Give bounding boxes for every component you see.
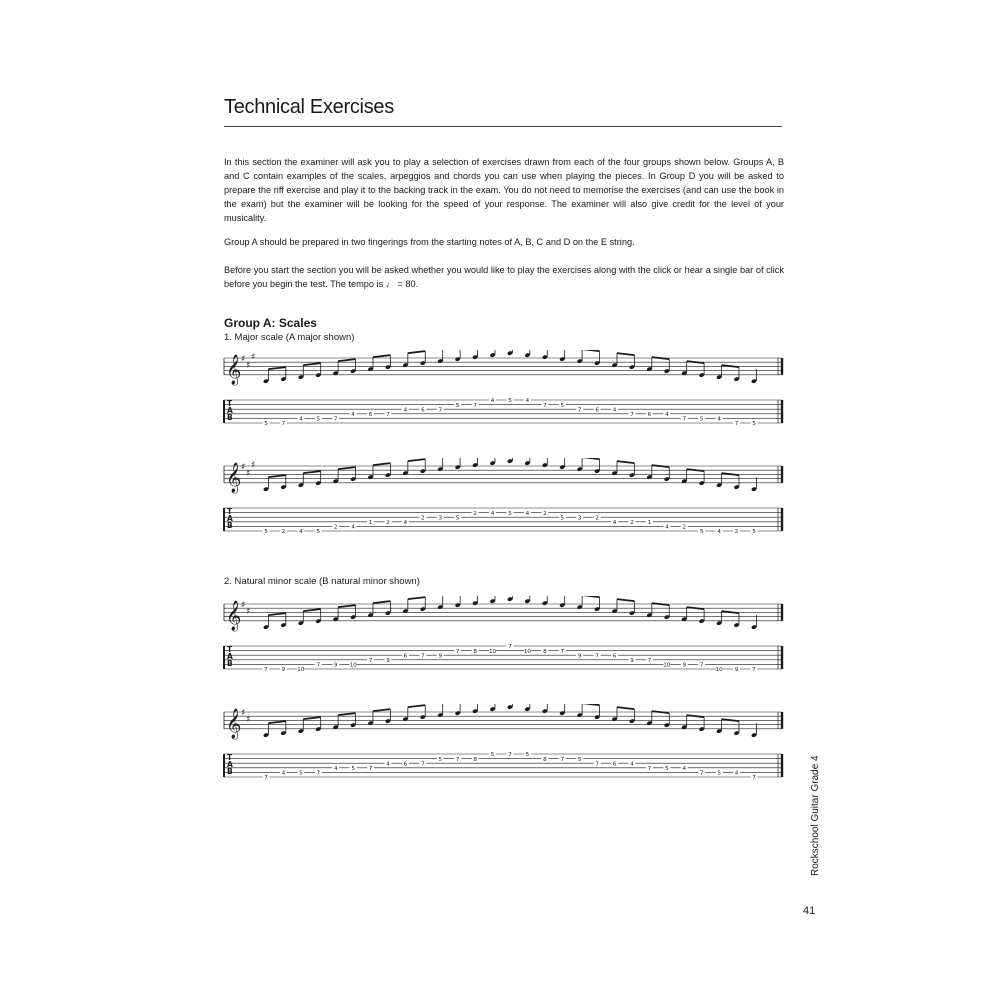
fret-number: 2	[543, 510, 547, 517]
note-beam	[722, 473, 739, 475]
fret-number: 4	[281, 770, 286, 777]
fret-number: 5	[699, 529, 704, 536]
treble-clef-icon: 𝄞	[226, 708, 242, 739]
tempo-paragraph: Before you start the section you will be asked whether you would like to play the exercises along with the click or hear a single bar of click before you begin the test. The tempo is ♩ = 80.	[224, 265, 784, 289]
fret-number: 7	[281, 421, 286, 428]
note-beam	[338, 359, 355, 361]
note-beam	[373, 709, 390, 711]
note-beam	[687, 469, 704, 471]
fret-number: 7	[438, 407, 443, 414]
fret-number: 4	[717, 416, 721, 423]
fret-number: 5	[525, 752, 530, 759]
fret-number: 4	[665, 524, 669, 531]
note-beam	[373, 463, 390, 465]
fret-number: 7	[473, 402, 477, 409]
note-beam	[268, 367, 285, 369]
treble-clef-icon: 𝄞	[226, 600, 242, 631]
fret-number: 4	[682, 766, 687, 772]
note-beam	[722, 611, 739, 613]
tab-clef-letter: B	[227, 659, 233, 668]
note-beam	[582, 350, 599, 351]
fret-number: 7	[508, 752, 512, 759]
fret-number: 9	[386, 658, 390, 664]
fret-number: 4	[299, 529, 303, 536]
note-beam	[617, 461, 634, 463]
fret-number: 5	[665, 766, 669, 772]
fret-number: 5	[316, 416, 321, 423]
fret-number: 6	[403, 761, 408, 768]
sharp-icon: ♯	[246, 468, 251, 479]
fret-number: 9	[333, 662, 338, 669]
tab-clef-letter: B	[227, 767, 233, 776]
fret-number: 7	[386, 412, 390, 418]
fret-number: 6	[612, 653, 617, 660]
note-beam	[268, 475, 285, 477]
fret-number: 5	[560, 515, 565, 522]
fret-number: 2	[734, 529, 739, 536]
music-system-3	[220, 596, 786, 681]
tab-clef-letter: T	[227, 507, 233, 516]
treble-clef-icon: 𝄞	[226, 354, 242, 385]
note-beam	[373, 355, 390, 357]
fret-number: 7	[595, 653, 599, 660]
fret-number: 5	[577, 756, 582, 763]
note-beam	[687, 361, 704, 363]
fret-number: 2	[386, 520, 390, 526]
note-beam	[582, 596, 599, 597]
note-beam	[303, 717, 320, 719]
fret-number: 7	[543, 402, 547, 409]
note-beam	[617, 353, 634, 355]
fret-number: 6	[421, 407, 425, 414]
fret-number: 10	[489, 648, 497, 655]
fret-number: 10	[663, 662, 671, 669]
sharp-icon: ♯	[251, 460, 256, 471]
sharp-icon: ♯	[251, 352, 256, 363]
note-beam	[582, 458, 599, 459]
fingering-paragraph: Group A should be prepared in two fingerings from the starting notes of A, B, C and D on the E string.	[224, 237, 635, 247]
fret-number: 5	[299, 770, 303, 777]
tab-clef-letter: A	[227, 406, 233, 415]
note-beam	[687, 607, 704, 609]
sharp-icon: ♯	[241, 354, 246, 365]
fret-number: 9	[734, 667, 739, 674]
note-beam	[617, 599, 634, 601]
tab-clef-letter: B	[227, 521, 233, 530]
exercise-2-label: 2. Natural minor scale (B natural minor shown)	[224, 576, 420, 587]
fret-number: 7	[752, 667, 756, 674]
fret-number: 5	[438, 756, 443, 763]
tab-clef-letter: T	[227, 399, 233, 408]
sharp-icon: ♯	[246, 606, 251, 617]
fret-number: 4	[665, 412, 669, 418]
fret-number: 5	[351, 766, 355, 772]
fret-number: 7	[595, 761, 599, 768]
tab-clef-letter: T	[227, 645, 233, 654]
fret-number: 7	[421, 653, 425, 660]
fret-number: 5	[752, 421, 756, 428]
fret-number: 3	[438, 515, 443, 522]
fret-number: 9	[682, 662, 687, 669]
page-number: 41	[803, 905, 816, 917]
sharp-icon: ♯	[241, 708, 246, 719]
fret-number: 5	[264, 421, 268, 428]
fret-number: 9	[438, 653, 443, 660]
fret-number: 5	[264, 529, 268, 536]
note-beam	[408, 351, 425, 353]
fret-number: 7	[647, 766, 652, 772]
fret-number: 7	[316, 770, 321, 777]
fret-number: 2	[595, 515, 599, 522]
fret-number: 7	[368, 766, 373, 772]
fret-number: 5	[455, 402, 460, 409]
music-system-4	[220, 704, 786, 789]
fret-number: 2	[630, 520, 634, 526]
fret-number: 4	[351, 524, 355, 531]
intro-paragraph: In this section the examiner will ask you to play a selection of exercises drawn from each of the four groups shown below. Groups A, B and C contain examples of the scales, arpeggios and chords you can use when playing the pieces. In Group D you will be asked to prepare the riff exercise and play it to the backing track in the exam. You do not need to memorise the exercises (and can use the book in the exam) but the examiner will be looking for the speed of your response. The examiner will also give credit for the level of your musicality.	[224, 157, 784, 223]
fret-number: 7	[734, 421, 739, 428]
page-title: Technical Exercises	[224, 96, 394, 118]
fret-number: 7	[264, 775, 268, 782]
fret-number: 4	[403, 407, 408, 414]
note-beam	[373, 601, 390, 603]
fret-number: 4	[612, 520, 617, 526]
fret-number: 9	[577, 653, 582, 660]
fret-number: 9	[281, 667, 286, 674]
fret-number: 5	[699, 416, 704, 423]
note-beam	[268, 613, 285, 615]
fret-number: 5	[717, 770, 721, 777]
fret-number: 10	[715, 667, 723, 674]
note-beam	[303, 609, 320, 611]
fret-number: 2	[421, 515, 425, 522]
fret-number: 4	[490, 398, 495, 405]
fret-number: 4	[717, 529, 721, 536]
sharp-icon: ♯	[246, 714, 251, 725]
fret-number: 7	[368, 658, 373, 664]
fret-number: 7	[647, 658, 652, 664]
music-system-1	[220, 350, 786, 435]
fret-number: 7	[455, 648, 460, 655]
title-divider	[224, 126, 782, 127]
fret-number: 7	[333, 416, 338, 423]
tab-clef-letter: A	[227, 760, 233, 769]
fret-number: 7	[264, 667, 268, 674]
fret-number: 4	[630, 761, 634, 768]
note-beam	[652, 465, 669, 467]
book-title-sidebar: Rockschool Guitar Grade 4	[810, 755, 821, 876]
fret-number: 5	[752, 529, 756, 536]
fret-number: 7	[560, 648, 565, 655]
fret-number: 4	[525, 398, 530, 405]
music-system-2	[220, 458, 786, 543]
note-beam	[338, 467, 355, 469]
fret-number: 4	[351, 412, 355, 418]
fret-number: 2	[333, 524, 338, 531]
fret-number: 7	[752, 775, 756, 782]
sharp-icon: ♯	[241, 462, 246, 473]
fret-number: 8	[543, 756, 547, 763]
note-beam	[268, 721, 285, 723]
exercise-1-label: 1. Major scale (A major shown)	[224, 332, 355, 343]
treble-clef-icon: 𝄞	[226, 462, 242, 493]
tab-clef-letter: T	[227, 753, 233, 762]
fret-number: 7	[455, 756, 460, 763]
tab-clef-letter: A	[227, 652, 233, 661]
note-beam	[338, 605, 355, 607]
fret-number: 7	[560, 756, 565, 763]
fret-number: 10	[349, 662, 357, 669]
fret-number: 2	[473, 510, 477, 517]
fret-number: 5	[316, 529, 321, 536]
note-beam	[408, 597, 425, 599]
fret-number: 1	[647, 520, 652, 526]
fret-number: 4	[734, 770, 739, 777]
sharp-icon: ♯	[246, 360, 251, 371]
fret-number: 4	[490, 510, 495, 517]
fret-number: 7	[699, 770, 704, 777]
fret-number: 7	[421, 761, 425, 768]
fret-number: 7	[699, 662, 704, 669]
sharp-icon: ♯	[241, 600, 246, 611]
fret-number: 7	[577, 407, 582, 414]
fret-number: 9	[630, 658, 634, 664]
note-beam	[652, 603, 669, 605]
fret-number: 4	[403, 520, 408, 526]
note-beam	[722, 719, 739, 721]
fret-number: 8	[473, 648, 477, 655]
fret-number: 6	[647, 412, 652, 418]
fret-number: 5	[560, 402, 565, 409]
fret-number: 7	[682, 416, 687, 423]
fret-number: 5	[508, 398, 512, 405]
fret-number: 7	[508, 644, 512, 651]
fret-number: 6	[595, 407, 599, 414]
fret-number: 6	[612, 761, 617, 768]
fret-number: 1	[368, 520, 373, 526]
tab-clef-letter: A	[227, 514, 233, 523]
note-beam	[303, 471, 320, 473]
note-beam	[582, 704, 599, 705]
fret-number: 8	[543, 648, 547, 655]
note-beam	[722, 365, 739, 367]
fret-number: 7	[630, 412, 634, 418]
fret-number: 4	[525, 510, 530, 517]
fret-number: 6	[368, 412, 373, 418]
note-beam	[687, 715, 704, 717]
note-beam	[652, 711, 669, 713]
fret-number: 10	[523, 648, 531, 655]
fret-number: 2	[682, 524, 687, 531]
fret-number: 4	[386, 761, 390, 768]
fret-number: 6	[403, 653, 408, 660]
fret-number: 10	[297, 667, 305, 674]
fret-number: 5	[508, 510, 512, 517]
note-beam	[408, 459, 425, 461]
note-beam	[338, 713, 355, 715]
fret-number: 5	[455, 515, 460, 522]
fret-number: 8	[473, 756, 477, 763]
note-beam	[652, 357, 669, 359]
fret-number: 2	[281, 529, 286, 536]
fret-number: 4	[333, 766, 338, 772]
note-beam	[617, 707, 634, 709]
note-beam	[303, 363, 320, 365]
tab-clef-letter: B	[227, 413, 233, 422]
fret-number: 4	[612, 407, 617, 414]
fret-number: 4	[299, 416, 303, 423]
fret-number: 3	[577, 515, 582, 522]
note-beam	[408, 705, 425, 707]
fret-number: 7	[316, 662, 321, 669]
group-a-heading: Group A: Scales	[224, 316, 317, 330]
fret-number: 5	[490, 752, 495, 759]
